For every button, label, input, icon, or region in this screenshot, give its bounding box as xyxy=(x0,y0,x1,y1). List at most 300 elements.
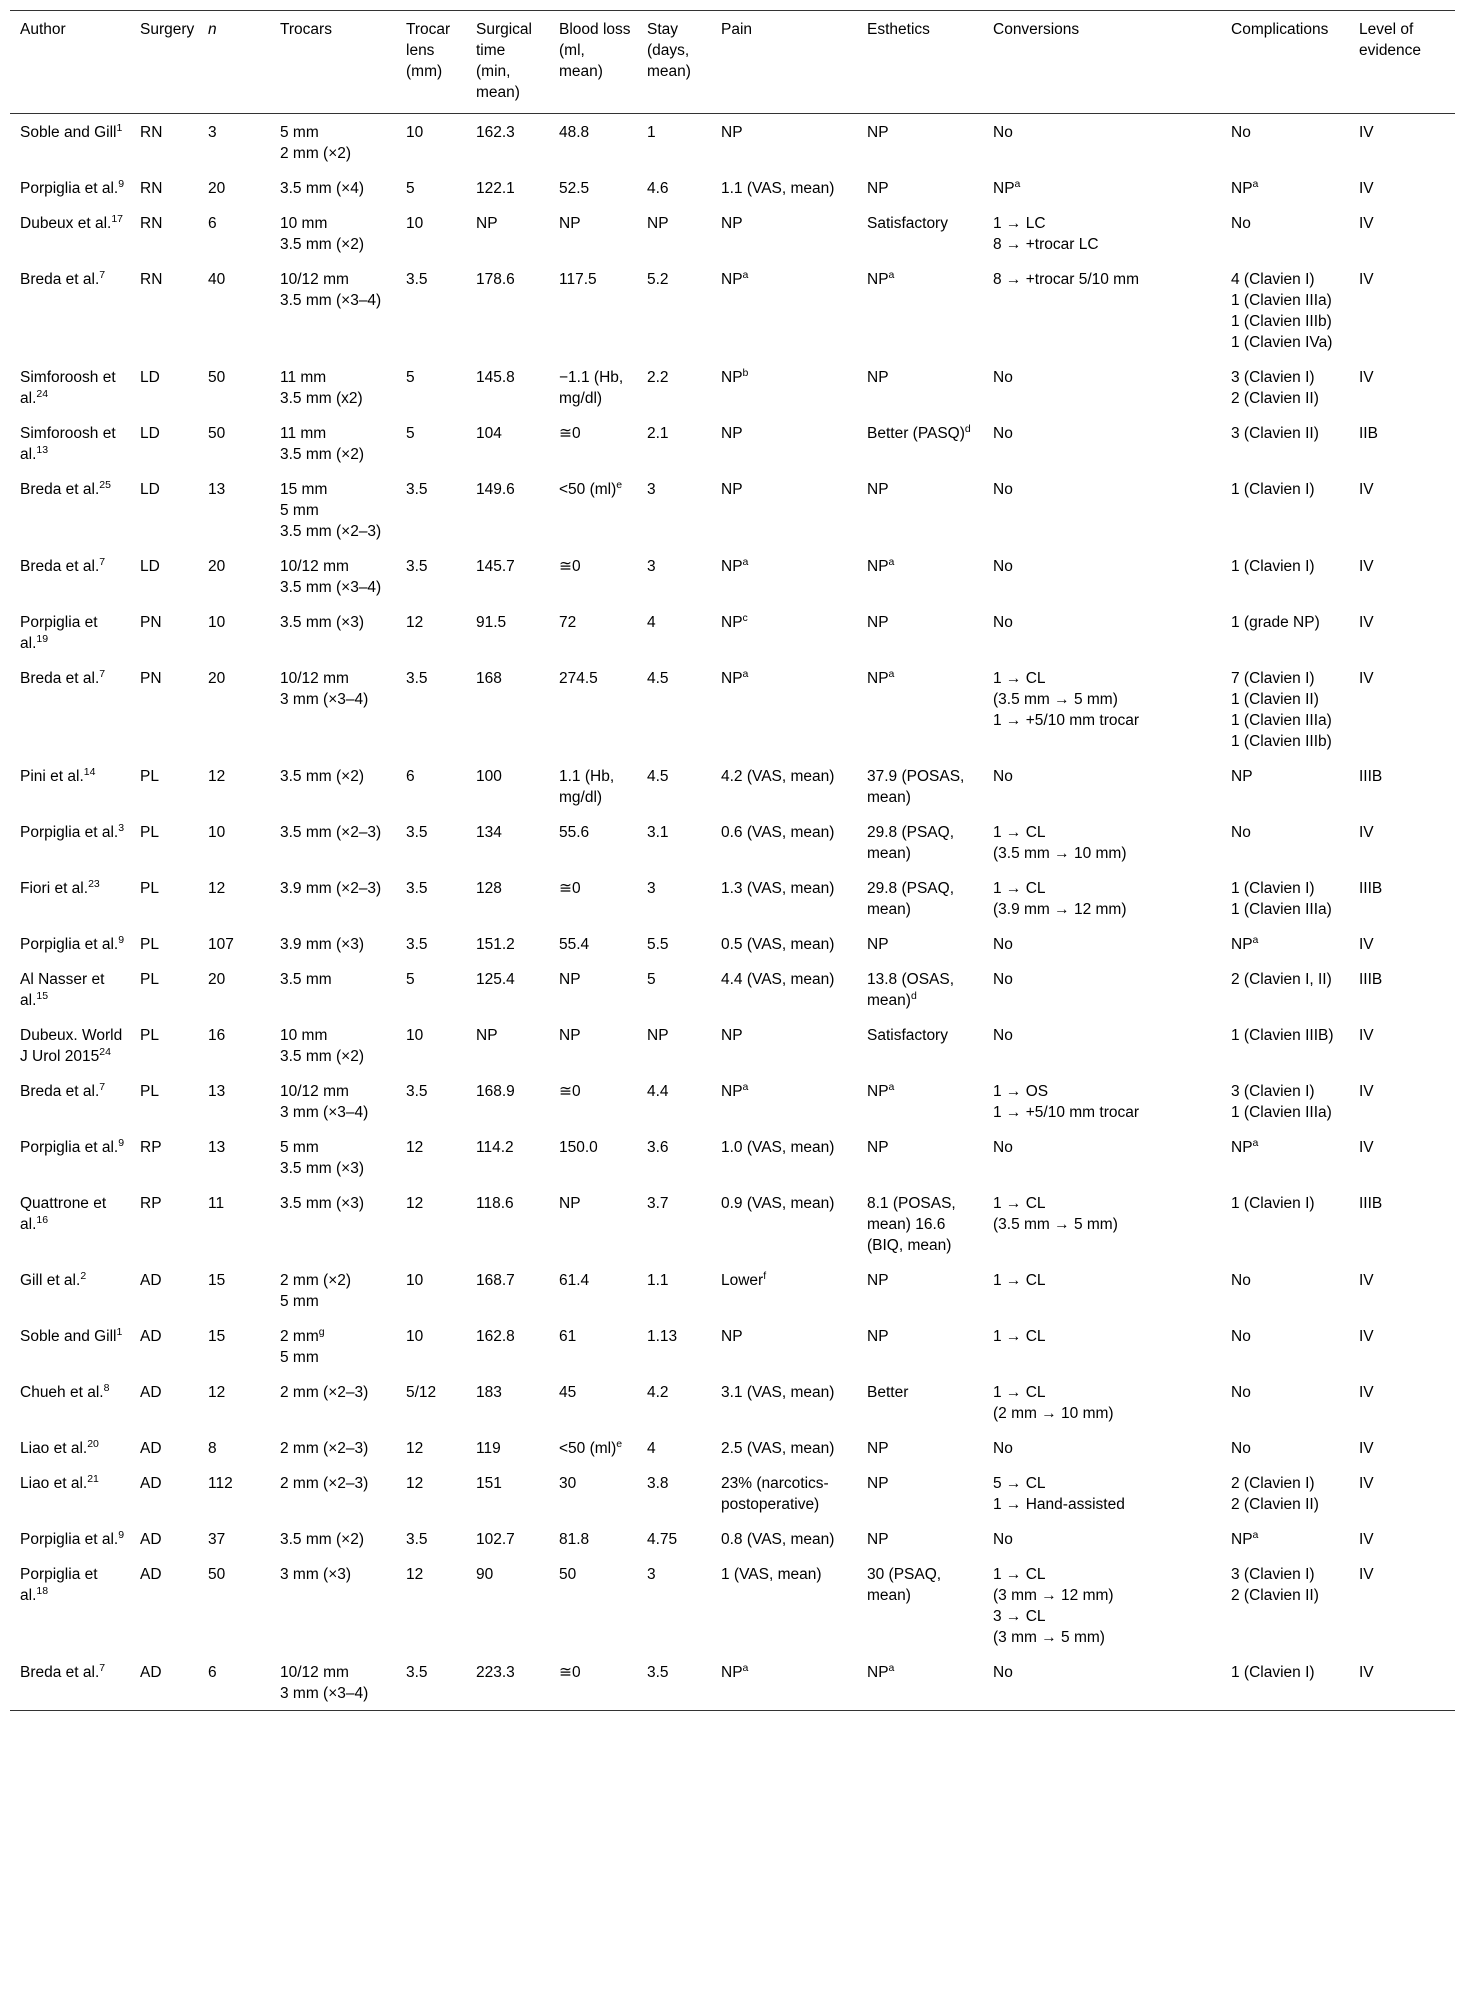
cell-evidence xyxy=(1349,1556,1455,1654)
footnote-marker: 20 xyxy=(87,1437,99,1450)
esthetics-text: Better (PASQ) xyxy=(867,425,965,442)
cell-author xyxy=(10,1430,130,1465)
cell-author xyxy=(10,1017,130,1073)
n-text: 15 xyxy=(208,1328,226,1345)
cell-blood xyxy=(549,261,637,359)
cell-evidence xyxy=(1349,1654,1455,1711)
cell-pain xyxy=(711,170,857,205)
trocars-line xyxy=(280,423,391,444)
cell-complications xyxy=(1221,1374,1349,1430)
complications-line xyxy=(1231,311,1344,332)
cell-stay xyxy=(637,1318,711,1374)
author-text: Dubeux et al. xyxy=(20,215,112,232)
cell-trocars xyxy=(270,114,396,171)
complications-line xyxy=(1231,556,1344,577)
trocars-line xyxy=(280,1438,391,1459)
conversions-line xyxy=(993,1473,1216,1494)
lens-text: 5 xyxy=(406,425,415,442)
trocars-line xyxy=(280,1683,391,1704)
cell-n xyxy=(198,1465,270,1521)
cell-blood xyxy=(549,961,637,1017)
blood-text: ≅0 xyxy=(559,1083,581,1100)
esthetics-text: NP xyxy=(867,1083,889,1100)
lens-text: 3.5 xyxy=(406,824,428,841)
trocars-line xyxy=(280,269,391,290)
cell-esthetics xyxy=(857,1654,983,1711)
cell-blood xyxy=(549,1654,637,1711)
cell-trocars xyxy=(270,170,396,205)
cell-evidence xyxy=(1349,961,1455,1017)
surgery-text: AD xyxy=(140,1531,162,1548)
cell-stay xyxy=(637,261,711,359)
conversions-text: 1 → OS xyxy=(993,1083,1049,1100)
complications-line xyxy=(1231,332,1344,353)
trocars-text: 3 mm (×3–4) xyxy=(280,691,369,708)
cell-blood xyxy=(549,1262,637,1318)
cell-conversions xyxy=(983,1185,1221,1262)
cell-complications xyxy=(1221,1073,1349,1129)
esthetics-text: NP xyxy=(867,124,889,141)
blood-text: 1.1 (Hb, mg/dl) xyxy=(559,768,615,806)
column-header-surgery: Surgery xyxy=(140,21,195,38)
cell-evidence xyxy=(1349,604,1455,660)
evidence-text: IV xyxy=(1359,1027,1374,1044)
cell-time xyxy=(466,359,549,415)
cell-time xyxy=(466,1129,549,1185)
footnote-marker: g xyxy=(318,1325,325,1338)
table-row xyxy=(10,1465,1455,1521)
table-row xyxy=(10,660,1455,758)
time-text: 151.2 xyxy=(476,936,515,953)
author-text: Simforoosh et al. xyxy=(20,369,116,407)
table-row xyxy=(10,261,1455,359)
cell-complications xyxy=(1221,1654,1349,1711)
n-text: 6 xyxy=(208,215,217,232)
evidence-text: IV xyxy=(1359,1475,1374,1492)
complications-text: 1 (Clavien IIIa) xyxy=(1231,1104,1332,1121)
n-text: 20 xyxy=(208,180,226,197)
evidence-text: IV xyxy=(1359,124,1374,141)
complications-line xyxy=(1231,1438,1344,1459)
author-text: Breda et al. xyxy=(20,1083,100,1100)
conversions-text: (3.5 mm → 10 mm) xyxy=(993,845,1127,862)
cell-conversions xyxy=(983,415,1221,471)
trocars-line xyxy=(280,1081,391,1102)
stay-text: 5.2 xyxy=(647,271,669,288)
cell-trocars xyxy=(270,758,396,814)
conversions-text: (2 mm → 10 mm) xyxy=(993,1405,1114,1422)
table-row xyxy=(10,205,1455,261)
cell-blood xyxy=(549,1556,637,1654)
conversions-line xyxy=(993,1564,1216,1585)
column-header-time: Surgical time (min, mean) xyxy=(476,21,532,101)
footnote-marker: e xyxy=(616,1437,623,1450)
cell-time xyxy=(466,1318,549,1374)
time-text: 100 xyxy=(476,768,502,785)
cell-stay xyxy=(637,1430,711,1465)
cell-surgery xyxy=(130,1017,198,1073)
complications-text: 1 (Clavien IIIa) xyxy=(1231,712,1332,729)
evidence-text: IV xyxy=(1359,1328,1374,1345)
trocars-line xyxy=(280,479,391,500)
pain-text: NP xyxy=(721,1664,743,1681)
pain-text: NP xyxy=(721,558,743,575)
pain-text: NP xyxy=(721,215,743,232)
trocars-line xyxy=(280,1102,391,1123)
footnote-marker: a xyxy=(888,1661,895,1674)
cell-evidence xyxy=(1349,870,1455,926)
cell-time xyxy=(466,548,549,604)
n-text: 13 xyxy=(208,481,226,498)
footnote-marker: 16 xyxy=(36,1213,49,1226)
conversions-text: 1 → CL xyxy=(993,1195,1046,1212)
cell-time xyxy=(466,1521,549,1556)
footnote-marker: e xyxy=(616,478,623,491)
footnote-marker: 7 xyxy=(99,1080,106,1093)
trocars-line xyxy=(280,367,391,388)
trocars-text: 3.9 mm (×3) xyxy=(280,936,364,953)
complications-line xyxy=(1231,689,1344,710)
cell-conversions xyxy=(983,1318,1221,1374)
complications-text: 1 (Clavien I) xyxy=(1231,1195,1315,1212)
cell-stay xyxy=(637,1374,711,1430)
cell-time xyxy=(466,604,549,660)
lens-text: 12 xyxy=(406,614,424,631)
cell-esthetics xyxy=(857,961,983,1017)
blood-text: ≅0 xyxy=(559,880,581,897)
trocars-line xyxy=(280,178,391,199)
footnote-marker: 24 xyxy=(36,387,49,400)
cell-lens xyxy=(396,604,466,660)
trocars-text: 10/12 mm xyxy=(280,1664,349,1681)
stay-text: 5 xyxy=(647,971,656,988)
n-text: 37 xyxy=(208,1531,226,1548)
cell-trocars xyxy=(270,660,396,758)
trocars-line xyxy=(280,668,391,689)
cell-n xyxy=(198,1129,270,1185)
cell-pain xyxy=(711,415,857,471)
pain-text: 0.5 (VAS, mean) xyxy=(721,936,835,953)
cell-trocars xyxy=(270,870,396,926)
trocars-text: 3.5 mm (x2) xyxy=(280,390,363,407)
cell-pain xyxy=(711,1374,857,1430)
complications-line xyxy=(1231,290,1344,311)
cell-evidence xyxy=(1349,1374,1455,1430)
surgery-text: LD xyxy=(140,425,160,442)
cell-conversions xyxy=(983,170,1221,205)
complications-line xyxy=(1231,1564,1344,1585)
complications-text: 1 (Clavien IIIa) xyxy=(1231,292,1332,309)
complications-text: 4 (Clavien I) xyxy=(1231,271,1315,288)
cell-conversions xyxy=(983,114,1221,171)
trocars-line xyxy=(280,122,391,143)
trocars-line xyxy=(280,822,391,843)
cell-time xyxy=(466,261,549,359)
surgery-text: PL xyxy=(140,824,159,841)
column-header-conversions: Conversions xyxy=(993,21,1080,38)
complications-text: No xyxy=(1231,1384,1251,1401)
n-text: 50 xyxy=(208,369,226,386)
cell-pain xyxy=(711,926,857,961)
evidence-text: IV xyxy=(1359,1531,1374,1548)
time-text: 168 xyxy=(476,670,502,687)
footnote-marker: a xyxy=(888,667,895,680)
column-header-pain: Pain xyxy=(721,21,753,38)
pain-text: 1.0 (VAS, mean) xyxy=(721,1139,835,1156)
conversions-line xyxy=(993,1585,1216,1606)
cell-esthetics xyxy=(857,261,983,359)
author-text: Breda et al. xyxy=(20,670,100,687)
time-text: 178.6 xyxy=(476,271,515,288)
cell-complications xyxy=(1221,1465,1349,1521)
blood-text: NP xyxy=(559,1195,581,1212)
stay-text: 4.6 xyxy=(647,180,669,197)
cell-complications xyxy=(1221,415,1349,471)
cell-evidence xyxy=(1349,114,1455,171)
author-text: Soble and Gill xyxy=(20,124,117,141)
complications-line xyxy=(1231,1494,1344,1515)
footnote-marker: f xyxy=(763,1269,767,1282)
footnote-marker: a xyxy=(888,555,895,568)
trocars-text: 3 mm (×3–4) xyxy=(280,1685,369,1702)
cell-esthetics xyxy=(857,1318,983,1374)
conversions-line xyxy=(993,1529,1216,1550)
cell-trocars xyxy=(270,548,396,604)
cell-complications xyxy=(1221,114,1349,171)
complications-line xyxy=(1231,1193,1344,1214)
conversions-text: No xyxy=(993,1531,1013,1548)
stay-text: 3.7 xyxy=(647,1195,669,1212)
cell-evidence xyxy=(1349,471,1455,548)
evidence-text: IV xyxy=(1359,1566,1374,1583)
stay-text: 4.4 xyxy=(647,1083,669,1100)
cell-complications xyxy=(1221,471,1349,548)
conversions-text: 1 → LC xyxy=(993,215,1046,232)
complications-text: No xyxy=(1231,1272,1251,1289)
conversions-line xyxy=(993,556,1216,577)
table-row xyxy=(10,870,1455,926)
surgery-text: AD xyxy=(140,1272,162,1289)
time-text: 145.8 xyxy=(476,369,515,386)
cell-stay xyxy=(637,961,711,1017)
surgery-text: AD xyxy=(140,1384,162,1401)
cell-stay xyxy=(637,1262,711,1318)
cell-lens xyxy=(396,1073,466,1129)
cell-blood xyxy=(549,359,637,415)
trocars-text: 3.5 mm (×3) xyxy=(280,1160,364,1177)
lens-text: 10 xyxy=(406,215,424,232)
conversions-text: 8 → +trocar 5/10 mm xyxy=(993,271,1140,288)
esthetics-text: 8.1 (POSAS, mean) 16.6 (BIQ, mean) xyxy=(867,1195,956,1254)
surgery-text: RP xyxy=(140,1139,162,1156)
cell-n xyxy=(198,1073,270,1129)
table-row xyxy=(10,604,1455,660)
cell-stay xyxy=(637,114,711,171)
conversions-text: No xyxy=(993,768,1013,785)
esthetics-text: NP xyxy=(867,1440,889,1457)
table-row xyxy=(10,1430,1455,1465)
cell-time xyxy=(466,1262,549,1318)
blood-text: 30 xyxy=(559,1475,577,1492)
cell-pain xyxy=(711,261,857,359)
trocars-line xyxy=(280,234,391,255)
cell-conversions xyxy=(983,961,1221,1017)
column-header-evidence: Level of evidence xyxy=(1359,21,1422,59)
stay-text: 3 xyxy=(647,558,656,575)
cell-complications xyxy=(1221,660,1349,758)
complications-text: 1 (grade NP) xyxy=(1231,614,1320,631)
trocars-line xyxy=(280,1137,391,1158)
cell-blood xyxy=(549,548,637,604)
complications-text: 2 (Clavien I, II) xyxy=(1231,971,1332,988)
footnote-marker: 7 xyxy=(99,268,106,281)
cell-author xyxy=(10,1374,130,1430)
cell-evidence xyxy=(1349,814,1455,870)
cell-esthetics xyxy=(857,205,983,261)
cell-lens xyxy=(396,1465,466,1521)
cell-pain xyxy=(711,1654,857,1711)
conversions-text: 1 → +5/10 mm trocar xyxy=(993,1104,1140,1121)
footnote-marker: a xyxy=(742,555,749,568)
stay-text: 4.75 xyxy=(647,1531,678,1548)
trocars-text: 5 mm xyxy=(280,1293,319,1310)
conversions-text: No xyxy=(993,481,1013,498)
trocars-line xyxy=(280,612,391,633)
cell-time xyxy=(466,205,549,261)
cell-conversions xyxy=(983,1521,1221,1556)
blood-text: 45 xyxy=(559,1384,577,1401)
cell-conversions xyxy=(983,1374,1221,1430)
time-text: 102.7 xyxy=(476,1531,515,1548)
complications-line xyxy=(1231,668,1344,689)
complications-text: No xyxy=(1231,124,1251,141)
surgery-text: PN xyxy=(140,670,162,687)
cell-pain xyxy=(711,1073,857,1129)
cell-n xyxy=(198,660,270,758)
lens-text: 10 xyxy=(406,1027,424,1044)
cell-pain xyxy=(711,1318,857,1374)
complications-text: 7 (Clavien I) xyxy=(1231,670,1315,687)
conversions-text: 1 → CL xyxy=(993,824,1046,841)
cell-evidence xyxy=(1349,758,1455,814)
footnote-marker: 9 xyxy=(118,933,125,946)
cell-time xyxy=(466,1185,549,1262)
conversions-line xyxy=(993,1606,1216,1627)
cell-n xyxy=(198,1374,270,1430)
cell-surgery xyxy=(130,814,198,870)
complications-line xyxy=(1231,1137,1344,1158)
cell-pain xyxy=(711,870,857,926)
cell-complications xyxy=(1221,604,1349,660)
cell-surgery xyxy=(130,114,198,171)
trocars-text: 2 mm (×2) xyxy=(280,1272,352,1289)
trocars-line xyxy=(280,500,391,521)
complications-line xyxy=(1231,479,1344,500)
footnote-marker: a xyxy=(888,268,895,281)
cell-n xyxy=(198,814,270,870)
cell-pain xyxy=(711,961,857,1017)
cell-evidence xyxy=(1349,170,1455,205)
cell-esthetics xyxy=(857,926,983,961)
cell-blood xyxy=(549,660,637,758)
cell-evidence xyxy=(1349,660,1455,758)
trocars-line xyxy=(280,1025,391,1046)
cell-author xyxy=(10,261,130,359)
surgery-text: LD xyxy=(140,558,160,575)
esthetics-text: NP xyxy=(867,1531,889,1548)
trocars-line xyxy=(280,689,391,710)
cell-surgery xyxy=(130,261,198,359)
blood-text: <50 (ml) xyxy=(559,1440,617,1457)
cell-blood xyxy=(549,926,637,961)
complications-text: 1 (Clavien IIIB) xyxy=(1231,1027,1334,1044)
cell-time xyxy=(466,1654,549,1711)
cell-pain xyxy=(711,1017,857,1073)
cell-trocars xyxy=(270,926,396,961)
trocars-text: 3.5 mm (×3) xyxy=(280,614,364,631)
lens-text: 5 xyxy=(406,369,415,386)
conversions-line xyxy=(993,1214,1216,1235)
evidence-text: IV xyxy=(1359,1664,1374,1681)
author-text: Fiori et al. xyxy=(20,880,89,897)
cell-n xyxy=(198,471,270,548)
stay-text: 3.1 xyxy=(647,824,669,841)
n-text: 20 xyxy=(208,558,226,575)
results-table xyxy=(10,10,1455,1711)
cell-stay xyxy=(637,1185,711,1262)
trocars-text: 5 mm xyxy=(280,502,319,519)
time-text: 162.8 xyxy=(476,1328,515,1345)
pain-text: NP xyxy=(721,1027,743,1044)
column-header-blood: Blood loss (ml, mean) xyxy=(559,21,631,80)
cell-evidence xyxy=(1349,1521,1455,1556)
n-text: 15 xyxy=(208,1272,226,1289)
time-text: 114.2 xyxy=(476,1139,514,1156)
cell-complications xyxy=(1221,261,1349,359)
cell-n xyxy=(198,961,270,1017)
cell-surgery xyxy=(130,758,198,814)
cell-esthetics xyxy=(857,1465,983,1521)
cell-blood xyxy=(549,1318,637,1374)
trocars-text: 3.5 mm (×2) xyxy=(280,446,364,463)
cell-n xyxy=(198,870,270,926)
trocars-text: 3.5 mm (×2–3) xyxy=(280,824,382,841)
cell-surgery xyxy=(130,1654,198,1711)
n-text: 12 xyxy=(208,880,226,897)
cell-surgery xyxy=(130,170,198,205)
conversions-text: 8 → +trocar LC xyxy=(993,236,1099,253)
cell-esthetics xyxy=(857,1430,983,1465)
conversions-text: 1 → CL xyxy=(993,1566,1046,1583)
surgery-text: PL xyxy=(140,768,159,785)
cell-stay xyxy=(637,548,711,604)
n-text: 20 xyxy=(208,670,226,687)
complications-text: NP xyxy=(1231,1531,1253,1548)
cell-complications xyxy=(1221,1129,1349,1185)
blood-text: ≅0 xyxy=(559,425,581,442)
stay-text: 1.1 xyxy=(647,1272,669,1289)
conversions-line xyxy=(993,1102,1216,1123)
cell-surgery xyxy=(130,471,198,548)
time-text: 168.7 xyxy=(476,1272,515,1289)
surgery-text: RN xyxy=(140,271,163,288)
blood-text: ≅0 xyxy=(559,1664,581,1681)
trocars-text: 3.5 mm (×4) xyxy=(280,180,364,197)
trocars-line xyxy=(280,521,391,542)
blood-text: 274.5 xyxy=(559,670,598,687)
time-text: 104 xyxy=(476,425,502,442)
cell-n xyxy=(198,1654,270,1711)
